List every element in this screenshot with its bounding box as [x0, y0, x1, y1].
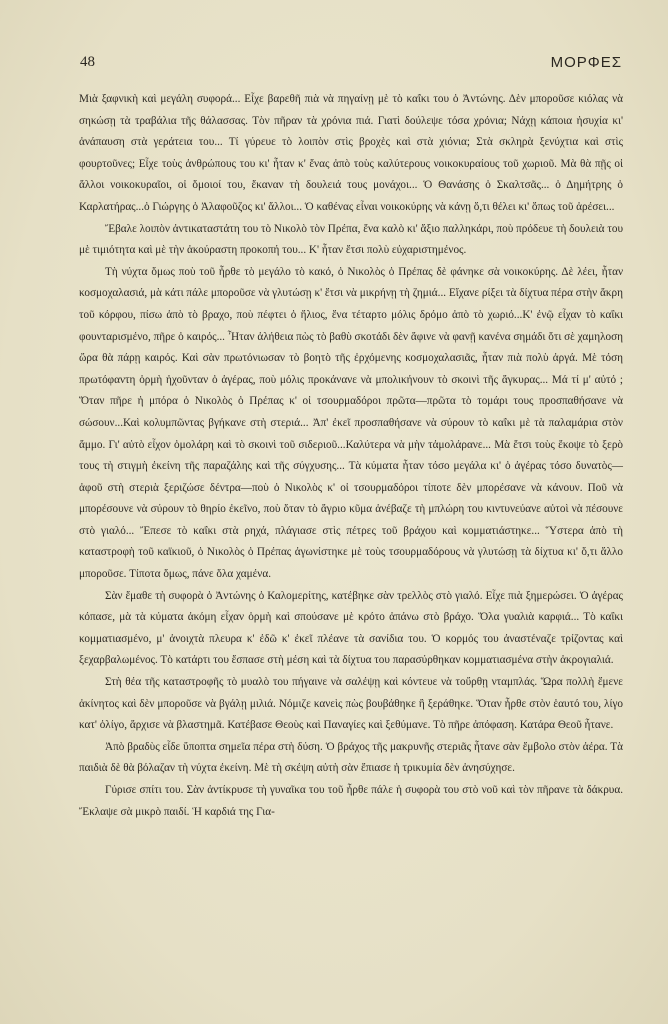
paragraph: Ἀπὸ βραδὺς εἶδε ὕποπτα σημεῖα πέρα στὴ δύση. Ὁ βράχος τῆς μακρυνῆς στεριᾶς ἦτανε σὰν ἔμβολο στὸν ἀέρα. Τὰ παιδιὰ δὲ θὰ βόλαζαν τὴ νύχτα ἐκείνη. Μὲ τὴ σκέψη αὐτὴ σὰν ἔπιασε ἡ τρικυμία δὲν ἀνησύχησε.: [79, 740, 623, 775]
paragraph: Τὴ νύχτα ὅμως ποὺ τοῦ ἦρθε τὸ μεγάλο τὸ κακό, ὁ Νικολὸς ὁ Πρέπας δὲ φάνηκε σὰ νοικοκύρης. Δὲ λέει, ἦταν κοσμοχαλασιά, μὰ κάτι πάλε μποροῦσε νὰ γλυτώσῃ κ' ἔτσι νὰ μικρήνῃ τὴ ζημιά... Εἴχανε ρίξει τὰ δίχτυα πέρα στὴν ἄκρη τοῦ κόρφου, πίσω ἀπὸ τὸ βραχο, ποὺ πέφτει ὁ ἥλιος, ἕνα τέταρτο μόλις δρόμο ἀπὸ τὸ χωριό...Κ' ἐνῷ εἶχαν τὸ καΐκι φουνταρισμένο, πῆρε ὁ καιρός... Ἦταν ἀλήθεια πὼς τὸ βαθὺ σκοτάδι δὲν ἄφινε νὰ φανῇ κανένα σημάδι ὅτι σὲ χαμηλοση ὥρα θὰ πάρῃ καιρός. Καὶ σὰν πρωτόνιωσαν τὸ βοητὸ τῆς ἐρχόμενης κοσμοχαλασιᾶς, ἦταν πιὰ πολὺ ἀργά. Μὲ τόση πρωτόφαντη ὁρμὴ ἠχοῦνταν ὁ ἀγέρας, ποὺ μόλις προκάνανε νὰ μπολικήνουν τὸ σκοινὶ τῆς ἄγκυρας... Μά τί μ' αὐτό ; Ὅταν πῆρε ἡ μπόρα ὁ Νικολὸς ὁ Πρέπας κ' οἱ τσουρμαδόροι πρῶτα—πρῶτα τὸ τομάρι τους προσπαθήσανε νὰ σώσουν...Καὶ κολυμπῶντας βγήκανε στὴ στεριά... Ἀπ' ἐκεῖ προσπαθήσανε νὰ σύρουν τὸ καΐκι μὲ τὰ παλαμάρια στὸν ἄμμο. Γι' αὐτὸ εἶχον ὁμολάρη καὶ τὸ σκοινὶ τοῦ σιδεριοῦ...Καλύτερα νὰ μὴν τἀμολάρανε... Μὰ ἔτσι τοὺς ἔκοψε τὸ ξερὸ τους τὴ στιγμὴ ἐκείνη τῆς παραζάλης καὶ τῆς σύγχυσης... Τὰ κύματα ἦταν τόσο μεγάλα κι' ὁ ἀγέρας τόσο δυνατὸς—ἀφοῦ στὴ στεριὰ ξεριζώσε δέντρα—ποὺ ὁ Νικολὸς κ' οἱ τσουρμαδόροι τίποτε δὲν μπορέσανε νὰ κάνουν. Ποῦ νὰ μπορέσουνε νὰ σύρουν τὸ θηρίο ἐκεῖνο, ποὺ ὅταν τὸ ἄγριο κῦμα ἀνέβαζε τὴ μπλώρη του κιντυνεύανε αὐτοὶ νὰ πέσουνε στὸ γιαλό... Ἔπεσε τὸ καΐκι στὰ ρηχά, πλάγιασε στὶς πέτρες τοῦ βράχου καὶ κομματιάστηκε... Ὕστερα ἀπὸ τὴ καταστροφὴ τοῦ καϊκιοῦ, ὁ Νικολὸς ὁ Πρέπας ἀγωνίστηκε μὲ τοὺς τσουρμαδόρους νὰ γλυτώσῃ τὰ δίχτυα κι' ὅ,τι ἄλλο μποροῦσε. Τίποτα ὅμως, πάνε ὅλα χαμένα.: [79, 265, 623, 581]
article-body: [79, 89, 623, 823]
paragraph: Σὰν ἔμαθε τὴ συφορὰ ὁ Ἀντώνης ὁ Καλομερίτης, κατέβηκε σὰν τρελλὸς στὸ γιαλό. Εἶχε πιὰ ξημερώσει. Ὁ ἀγέρας κόπασε, μὰ τὰ κύματα ἀκόμη εἶχαν ὁρμὴ καὶ σπούσανε μὲ κρότο ἀπάνω στὸ βράχο. Ὅλα γυαλιὰ καρφιά... Τὸ καΐκι κομματιασμένο, μ' ἀνοιχτὰ πλευρα κ' ἐδῶ κ' ἐκεῖ πλέανε τὰ σανίδια του. Ὁ κορμός του ἀναστέναζε τρίζοντας καὶ ξεχαρβαλωμένος. Τὸ κατάρτι του ἔσπασε στὴ μέση καὶ τὰ δίχτυα του παρασύρθηκαν κομματιασμένα στὴν ἀκρογιαλιά.: [79, 589, 623, 667]
paragraph: Στὴ θέα τῆς καταστροφῆς τὸ μυαλὸ του πήγαινε νὰ σαλέψῃ καὶ κόντευε νὰ τοὔρθῃ νταμπλάς. Ὥρα πολλὴ ἔμενε ἀκίνητος καὶ δὲν μποροῦσε νὰ βγάλῃ μιλιά. Νόμιζε κανεὶς πὼς βουβάθηκε ἢ ξεράθηκε. Ὅταν ἦρθε στὸν ἑαυτό του, λίγο κατ' ὀλίγο, ἄρχισε νὰ βλαστημᾶ. Κατέβασε Θεοὺς καὶ Παναγίες καὶ ξεθύμανε. Τὸ πῆρε ἀπόφαση. Κατάρα Θεοῦ ἦτανε.: [79, 676, 623, 732]
page-header: [80, 54, 622, 78]
paragraph: Ἔβαλε λοιπὸν ἀντικαταστάτη του τὸ Νικολὸ τὸν Πρέπα, ἕνα καλὸ κι' ἄξιο παλληκάρι, ποὺ πρόδευε τὴ δουλειὰ του μὲ τιμιότητα καὶ μὲ τὴν ἀκούραστη προκοπή του... Κ' ἦταν ἔτσι πολὺ εὐχαριστημένος.: [79, 222, 623, 257]
page-number: 48: [80, 54, 95, 70]
paragraph: Μιὰ ξαφνικὴ καὶ μεγάλη συφορά... Εἶχε βαρεθῆ πιὰ νὰ πηγαίνῃ μὲ τὸ καΐκι του ὁ Ἀντώνης. Δὲν μποροῦσε κιόλας νὰ σηκώσῃ τὰ τραβάλια τῆς θάλασσας. Τὸν πῆραν τὰ χρόνια πιά. Γιατὶ δούλεψε τόσα χρόνια; Νάχῃ κάποια ἡσυχία κι' ἀνάπαυση στὰ γεράτεια του... Τί γύρευε τὸ λοιπὸν στὶς βροχὲς καὶ στὰ χιόνια; Στὰ σκληρὰ ξενύχτια καὶ στὶς φουρτοῦνες; Εἶχε τοὺς ἀνθρώπους του κι' ἦταν κ' ἕνας ἀπὸ τοὺς καλύτερους νοικοκυραίους τοῦ χωριοῦ. Μὰ θὰ πῇς οἱ ἄλλοι νοικοκυραῖοι, οἱ ὅμοιοί του, ἔκαναν τὴ δουλειά τους μονάχοι... Ὁ Θανάσης ὁ Σκαλτσᾶς... ὁ Δημήτρης ὁ Καρλατήρας...ὁ Γιώργης ὁ Ἀλαφοῦζος κι' ἄλλοι... Ὁ καθένας εἶναι νοικοκύρης νὰ κάνῃ ὅ,τι θέλει κι' ὅπως τοῦ ἀρέσει...: [79, 93, 623, 213]
paragraph: Γύρισε σπίτι του. Σὰν ἀντίκρυσε τὴ γυναῖκα του τοῦ ἦρθε πάλε ἡ συφορὰ του στὸ νοῦ καὶ τὸν πῆρανε τὰ δάκρυα. Ἔκλαψε σὰ μικρὸ παιδί. Ἡ καρδιά της Για-: [79, 784, 623, 818]
running-head: ΜΟΡΦΕΣ: [550, 54, 622, 71]
